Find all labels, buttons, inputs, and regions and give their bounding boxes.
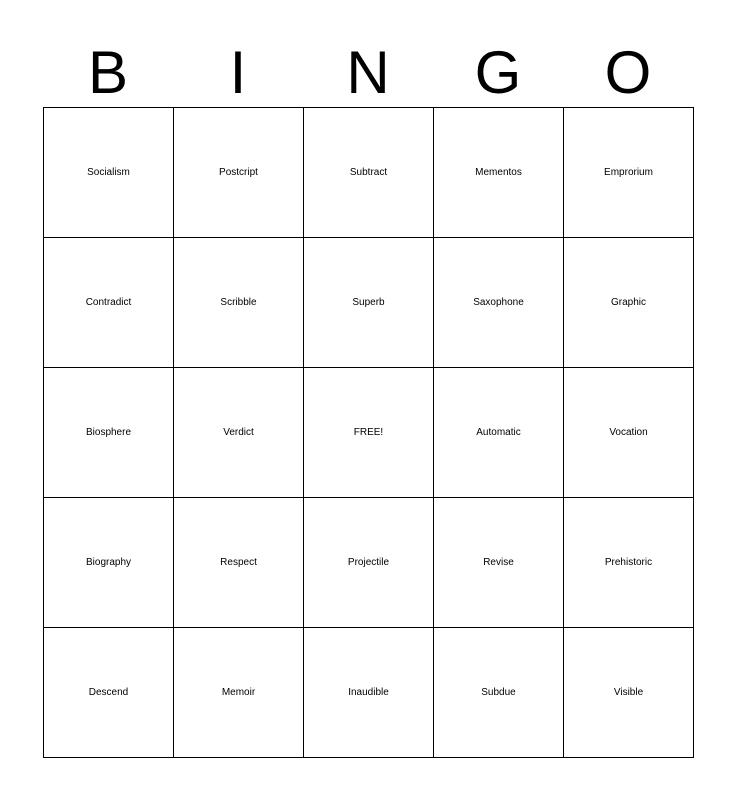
- bingo-header: [43, 40, 693, 106]
- free-space-cell[interactable]: FREE!: [304, 368, 434, 498]
- bingo-cell[interactable]: Memoir: [174, 628, 304, 758]
- bingo-cell[interactable]: Superb: [304, 238, 434, 368]
- bingo-cell[interactable]: Saxophone: [434, 238, 564, 368]
- bingo-cell[interactable]: Biosphere: [44, 368, 174, 498]
- bingo-cell[interactable]: Subdue: [434, 628, 564, 758]
- header-letter-n: N: [346, 39, 390, 106]
- header-letter-b: B: [87, 39, 129, 106]
- bingo-cell[interactable]: Contradict: [44, 238, 174, 368]
- bingo-cell[interactable]: Postcript: [174, 108, 304, 238]
- bingo-cell[interactable]: Automatic: [434, 368, 564, 498]
- bingo-cell[interactable]: Inaudible: [304, 628, 434, 758]
- bingo-cell[interactable]: Scribble: [174, 238, 304, 368]
- bingo-cell[interactable]: Biography: [44, 498, 174, 628]
- bingo-cell[interactable]: Projectile: [304, 498, 434, 628]
- header-letter-g: G: [474, 39, 522, 106]
- bingo-board: [43, 107, 694, 758]
- bingo-cell[interactable]: Mementos: [434, 108, 564, 238]
- bingo-cell[interactable]: Socialism: [44, 108, 174, 238]
- bingo-cell[interactable]: Respect: [174, 498, 304, 628]
- header-letter-i: I: [229, 39, 247, 106]
- bingo-cell[interactable]: Visible: [564, 628, 694, 758]
- bingo-cell[interactable]: Vocation: [564, 368, 694, 498]
- bingo-cell[interactable]: Graphic: [564, 238, 694, 368]
- bingo-cell[interactable]: Emprorium: [564, 108, 694, 238]
- bingo-cell[interactable]: Prehistoric: [564, 498, 694, 628]
- bingo-cell[interactable]: Revise: [434, 498, 564, 628]
- bingo-cell[interactable]: Descend: [44, 628, 174, 758]
- bingo-cell[interactable]: Subtract: [304, 108, 434, 238]
- bingo-cell[interactable]: Verdict: [174, 368, 304, 498]
- header-letter-o: O: [604, 39, 652, 106]
